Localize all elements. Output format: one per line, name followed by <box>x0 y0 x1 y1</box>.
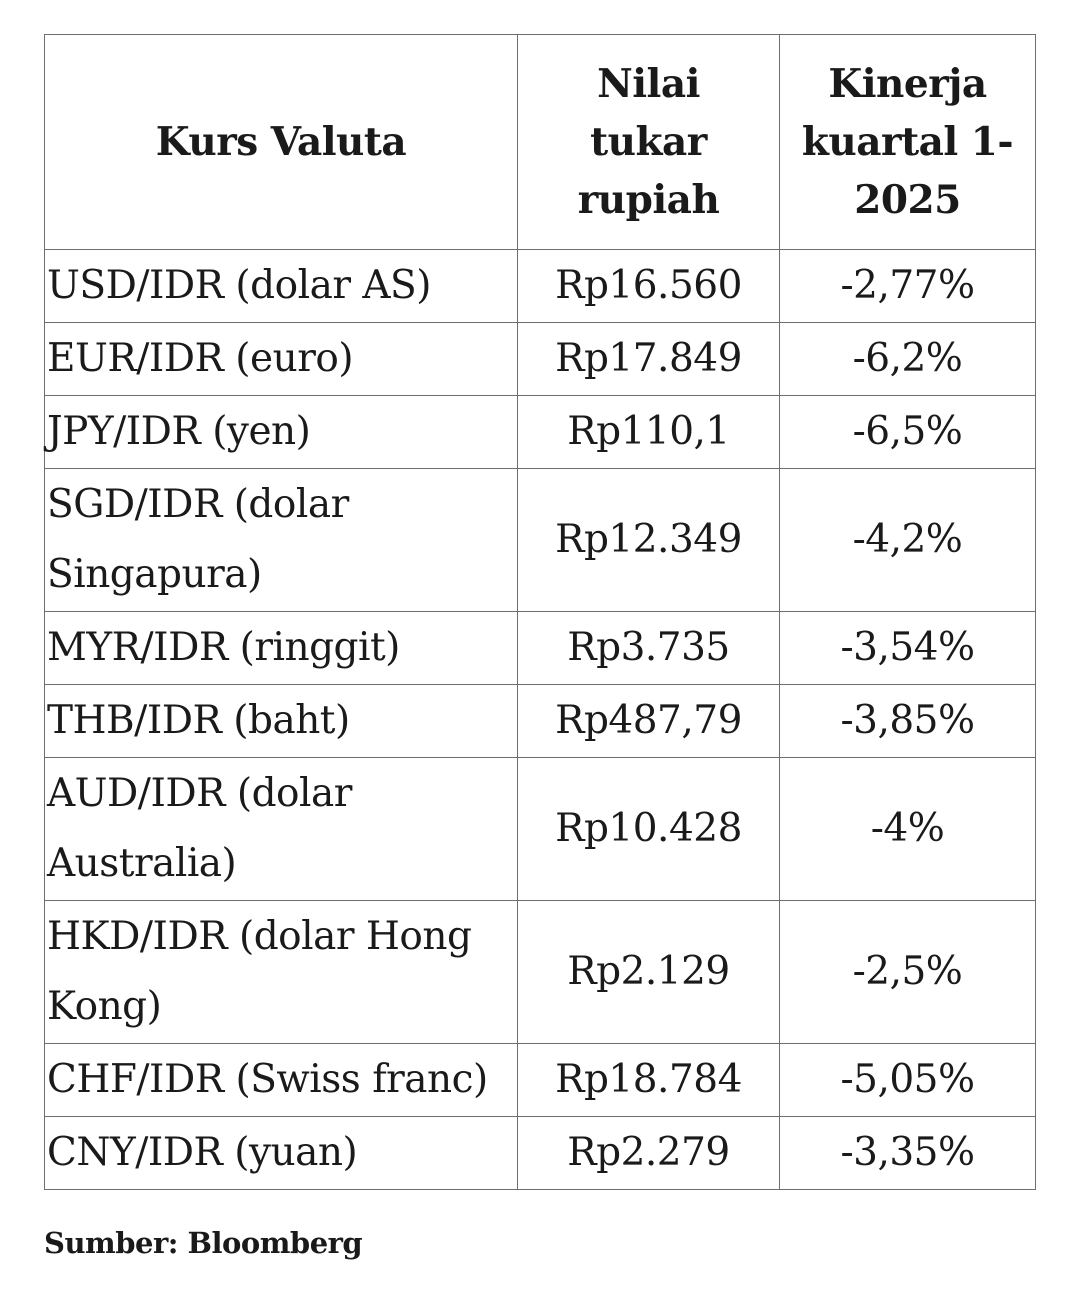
performance-cell: -3,35% <box>780 1117 1036 1190</box>
performance-cell: -3,85% <box>780 685 1036 758</box>
table-row <box>45 612 1036 685</box>
rate-cell: Rp2.129 <box>518 901 780 1044</box>
header-currency <box>45 35 518 250</box>
currency-name-line1: HKD/IDR (dolar Hong <box>47 914 472 959</box>
source-note: Sumber: Bloomberg <box>44 1226 363 1260</box>
currency-name-line2: Singapura) <box>47 552 262 597</box>
currency-cell <box>45 758 518 901</box>
performance-cell: -3,54% <box>780 612 1036 685</box>
exchange-rate-table <box>44 34 1036 1190</box>
rate-cell: Rp487,79 <box>518 685 780 758</box>
currency-name: CNY/IDR (yuan) <box>47 1130 358 1175</box>
rate-cell: Rp2.279 <box>518 1117 780 1190</box>
table-row <box>45 685 1036 758</box>
currency-cell <box>45 323 518 396</box>
table-row <box>45 901 1036 1044</box>
currency-cell <box>45 250 518 323</box>
header-rate <box>518 35 780 250</box>
currency-name: JPY/IDR (yen) <box>47 409 311 454</box>
header-performance-label: Kinerja kuartal 1-2025 <box>801 61 1014 223</box>
currency-name: CHF/IDR (Swiss franc) <box>47 1057 488 1102</box>
rate-cell: Rp3.735 <box>518 612 780 685</box>
currency-cell <box>45 469 518 612</box>
table-row <box>45 758 1036 901</box>
currency-name-line1: SGD/IDR (dolar <box>47 482 349 527</box>
rate-cell: Rp18.784 <box>518 1044 780 1117</box>
rate-cell: Rp10.428 <box>518 758 780 901</box>
currency-cell <box>45 1044 518 1117</box>
currency-cell <box>45 901 518 1044</box>
performance-cell: -5,05% <box>780 1044 1036 1117</box>
performance-cell: -2,5% <box>780 901 1036 1044</box>
table-row <box>45 250 1036 323</box>
table-row <box>45 396 1036 469</box>
currency-name: EUR/IDR (euro) <box>47 336 354 381</box>
table-row <box>45 1044 1036 1117</box>
performance-cell: -6,2% <box>780 323 1036 396</box>
currency-cell <box>45 396 518 469</box>
table-row <box>45 1117 1036 1190</box>
table-row <box>45 323 1036 396</box>
currency-cell <box>45 685 518 758</box>
header-rate-label: Nilai tukar rupiah <box>577 61 720 223</box>
currency-name: THB/IDR (baht) <box>47 698 350 743</box>
performance-cell: -6,5% <box>780 396 1036 469</box>
currency-name-line2: Kong) <box>47 984 162 1029</box>
currency-cell <box>45 612 518 685</box>
currency-name: MYR/IDR (ringgit) <box>47 625 400 670</box>
performance-cell: -4% <box>780 758 1036 901</box>
header-currency-label: Kurs Valuta <box>155 119 407 165</box>
rate-cell: Rp12.349 <box>518 469 780 612</box>
currency-name: USD/IDR (dolar AS) <box>47 263 431 308</box>
table-header-row <box>45 35 1036 250</box>
performance-cell: -4,2% <box>780 469 1036 612</box>
currency-cell <box>45 1117 518 1190</box>
rate-cell: Rp110,1 <box>518 396 780 469</box>
currency-name-line1: AUD/IDR (dolar <box>47 771 352 816</box>
performance-cell: -2,77% <box>780 250 1036 323</box>
header-performance <box>780 35 1036 250</box>
rate-cell: Rp16.560 <box>518 250 780 323</box>
currency-name-line2: Australia) <box>47 841 237 886</box>
rate-cell: Rp17.849 <box>518 323 780 396</box>
table-row <box>45 469 1036 612</box>
